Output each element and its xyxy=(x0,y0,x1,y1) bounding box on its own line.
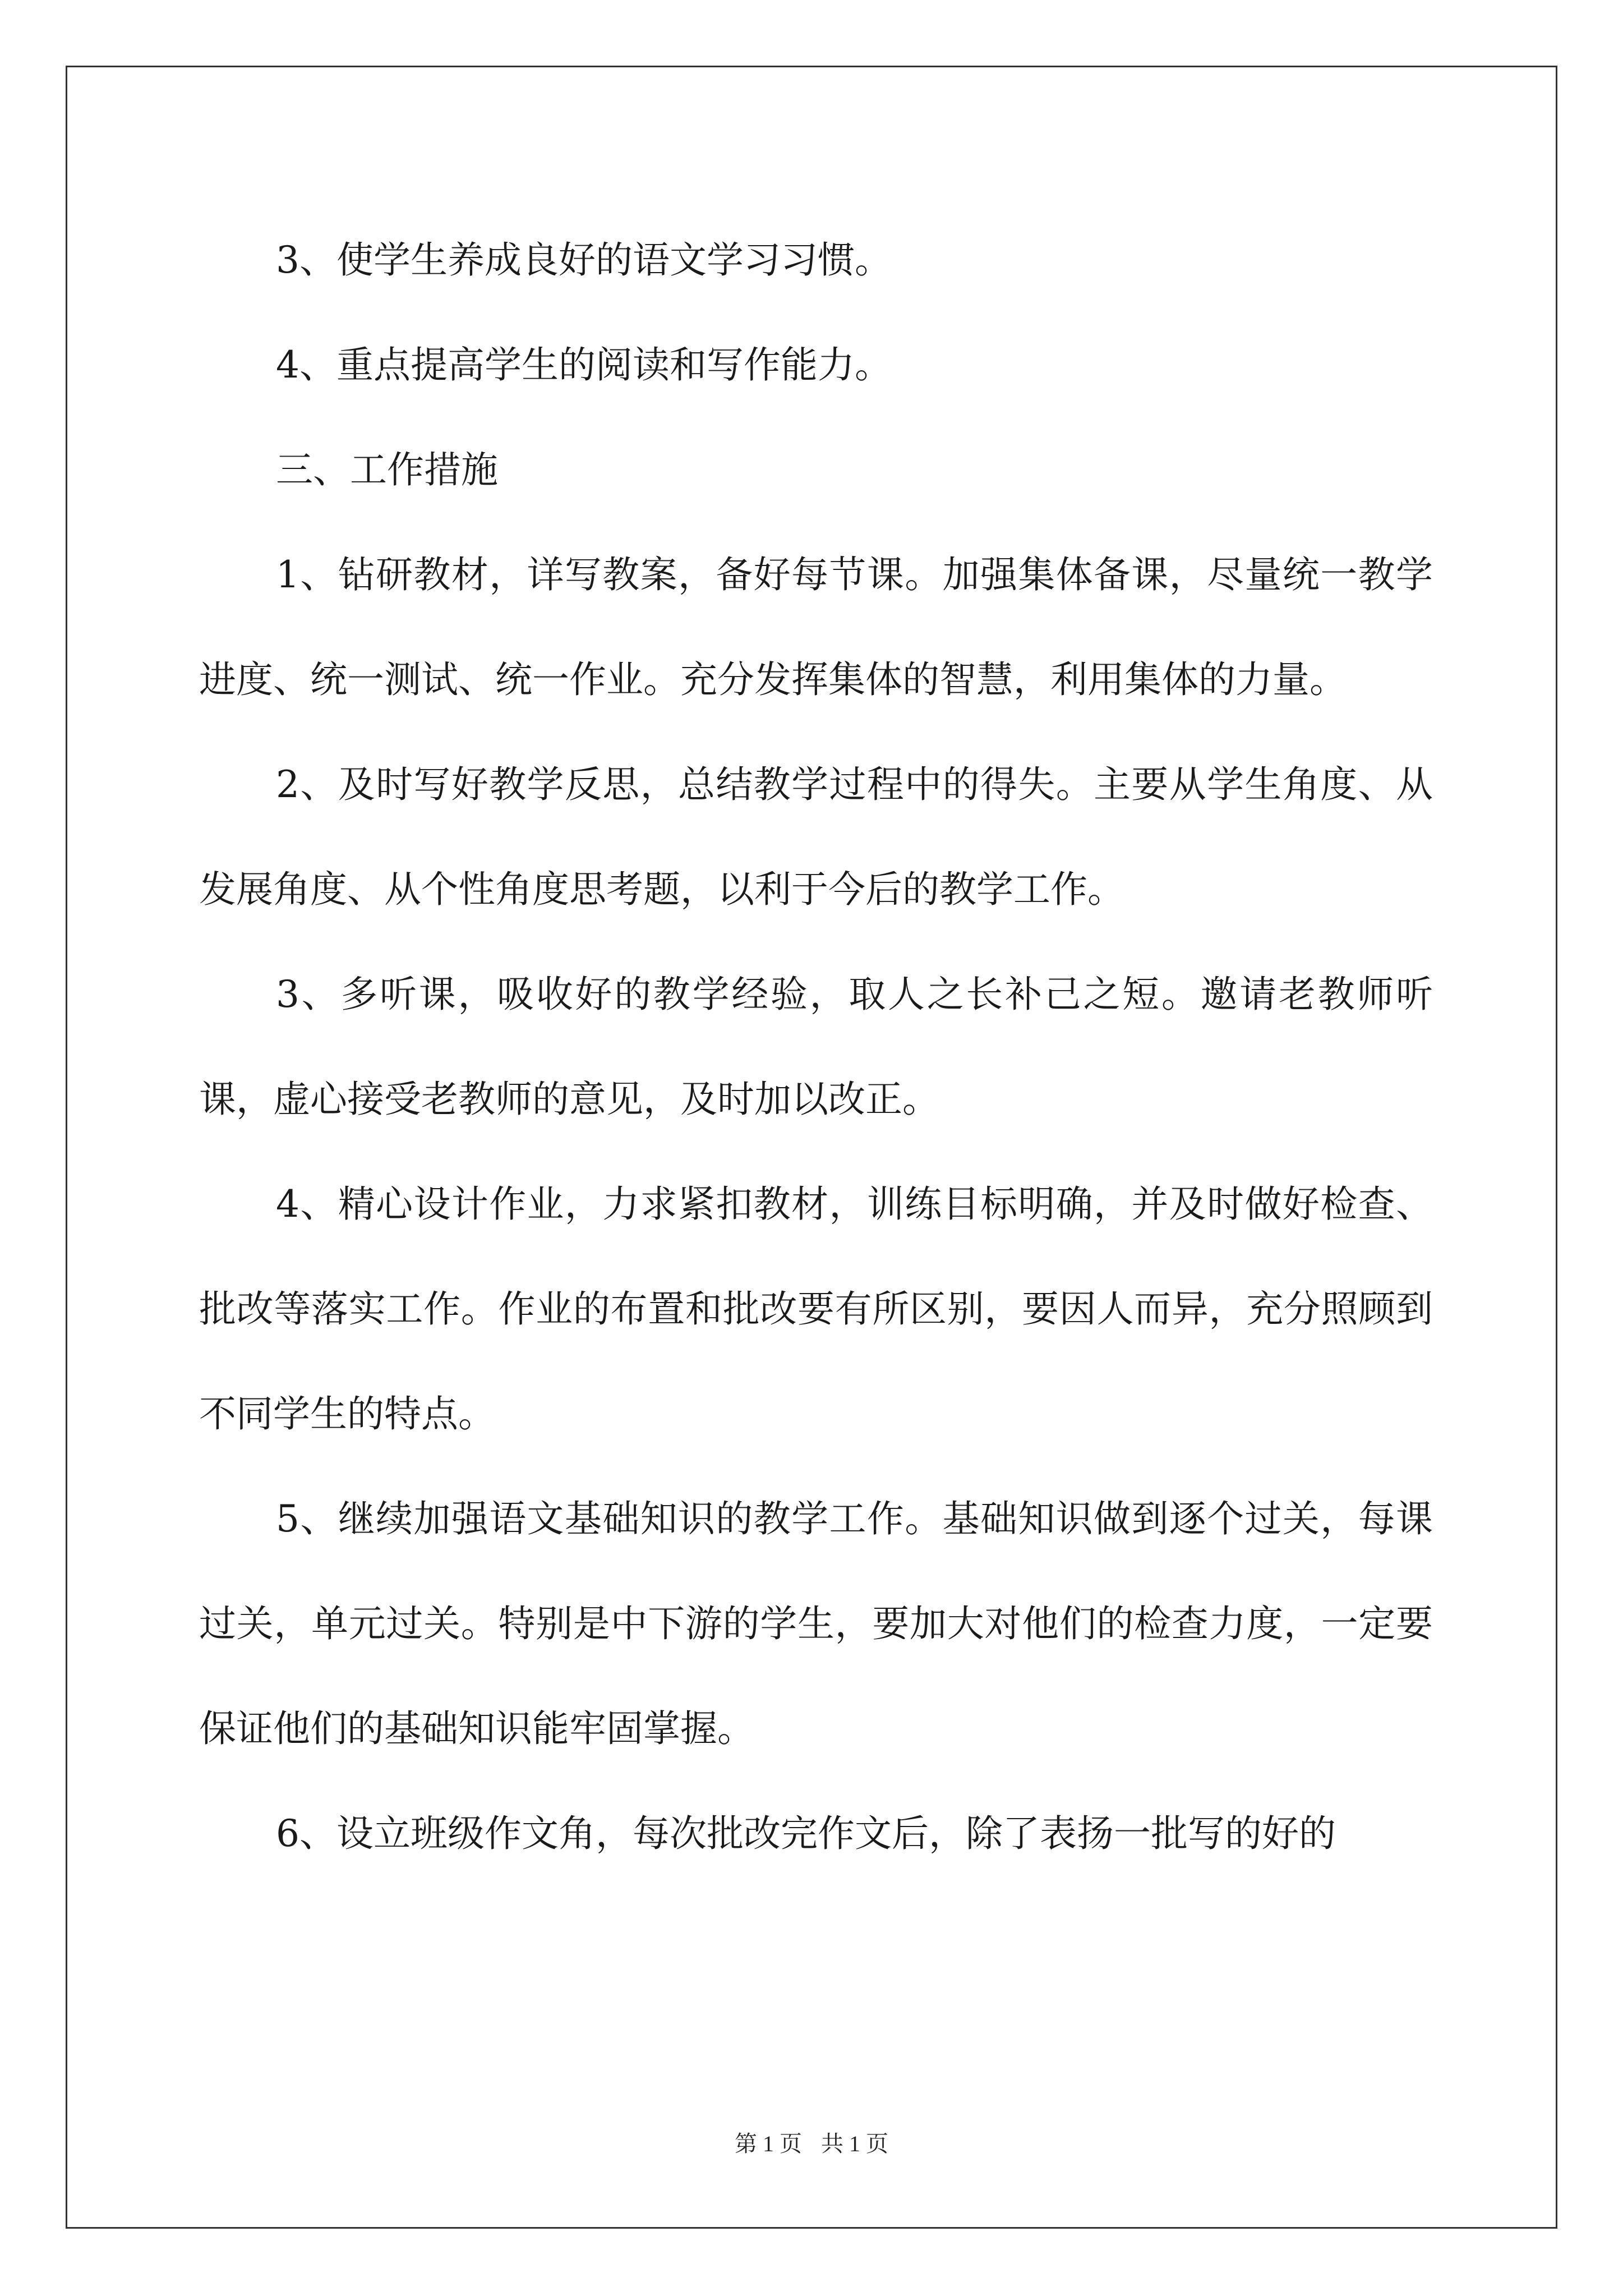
paragraph-measure-1: 1、钻研教材，详写教案，备好每节课。加强集体备课，尽量统一教学进度、统一测试、统一作业。充分发挥集体的智慧，利用集体的力量。 xyxy=(199,553,1433,701)
paragraph-measure-6: 6、设立班级作文角，每次批改完作文后，除了表扬一批写的好的 xyxy=(276,1812,1336,1855)
paragraph-goal-3: 3、使学生养成良好的语文学习习惯。 xyxy=(276,238,892,282)
paragraph-measure-2: 2、及时写好教学反思，总结教学过程中的得失。主要从学生角度、从发展角度、从个性角度思考题，以利于今后的教学工作。 xyxy=(199,763,1433,911)
paragraph-measure-3: 3、多听课，吸收好的教学经验，取人之长补己之短。邀请老教师听课，虚心接受老教师的意见，及时加以改正。 xyxy=(199,973,1433,1121)
paragraph-goal-4: 4、重点提高学生的阅读和写作能力。 xyxy=(276,343,892,386)
paragraph-measure-4: 4、精心设计作业，力求紧扣教材，训练目标明确，并及时做好检查、批改等落实工作。作业的布置和批改要有所区别，要因人而异，充分照顾到不同学生的特点。 xyxy=(199,1182,1433,1435)
document-body xyxy=(199,208,1433,1886)
page-total: 共 1 页 xyxy=(821,2131,888,2156)
page-footer xyxy=(0,2126,1623,2158)
section-heading-measures: 三、工作措施 xyxy=(276,448,498,491)
page-number: 第 1 页 xyxy=(735,2131,802,2156)
paragraph-measure-5: 5、继续加强语文基础知识的教学工作。基础知识做到逐个过关，每课过关，单元过关。特别是中下游的学生，要加大对他们的检查力度，一定要保证他们的基础知识能牢固掌握。 xyxy=(199,1497,1433,1750)
